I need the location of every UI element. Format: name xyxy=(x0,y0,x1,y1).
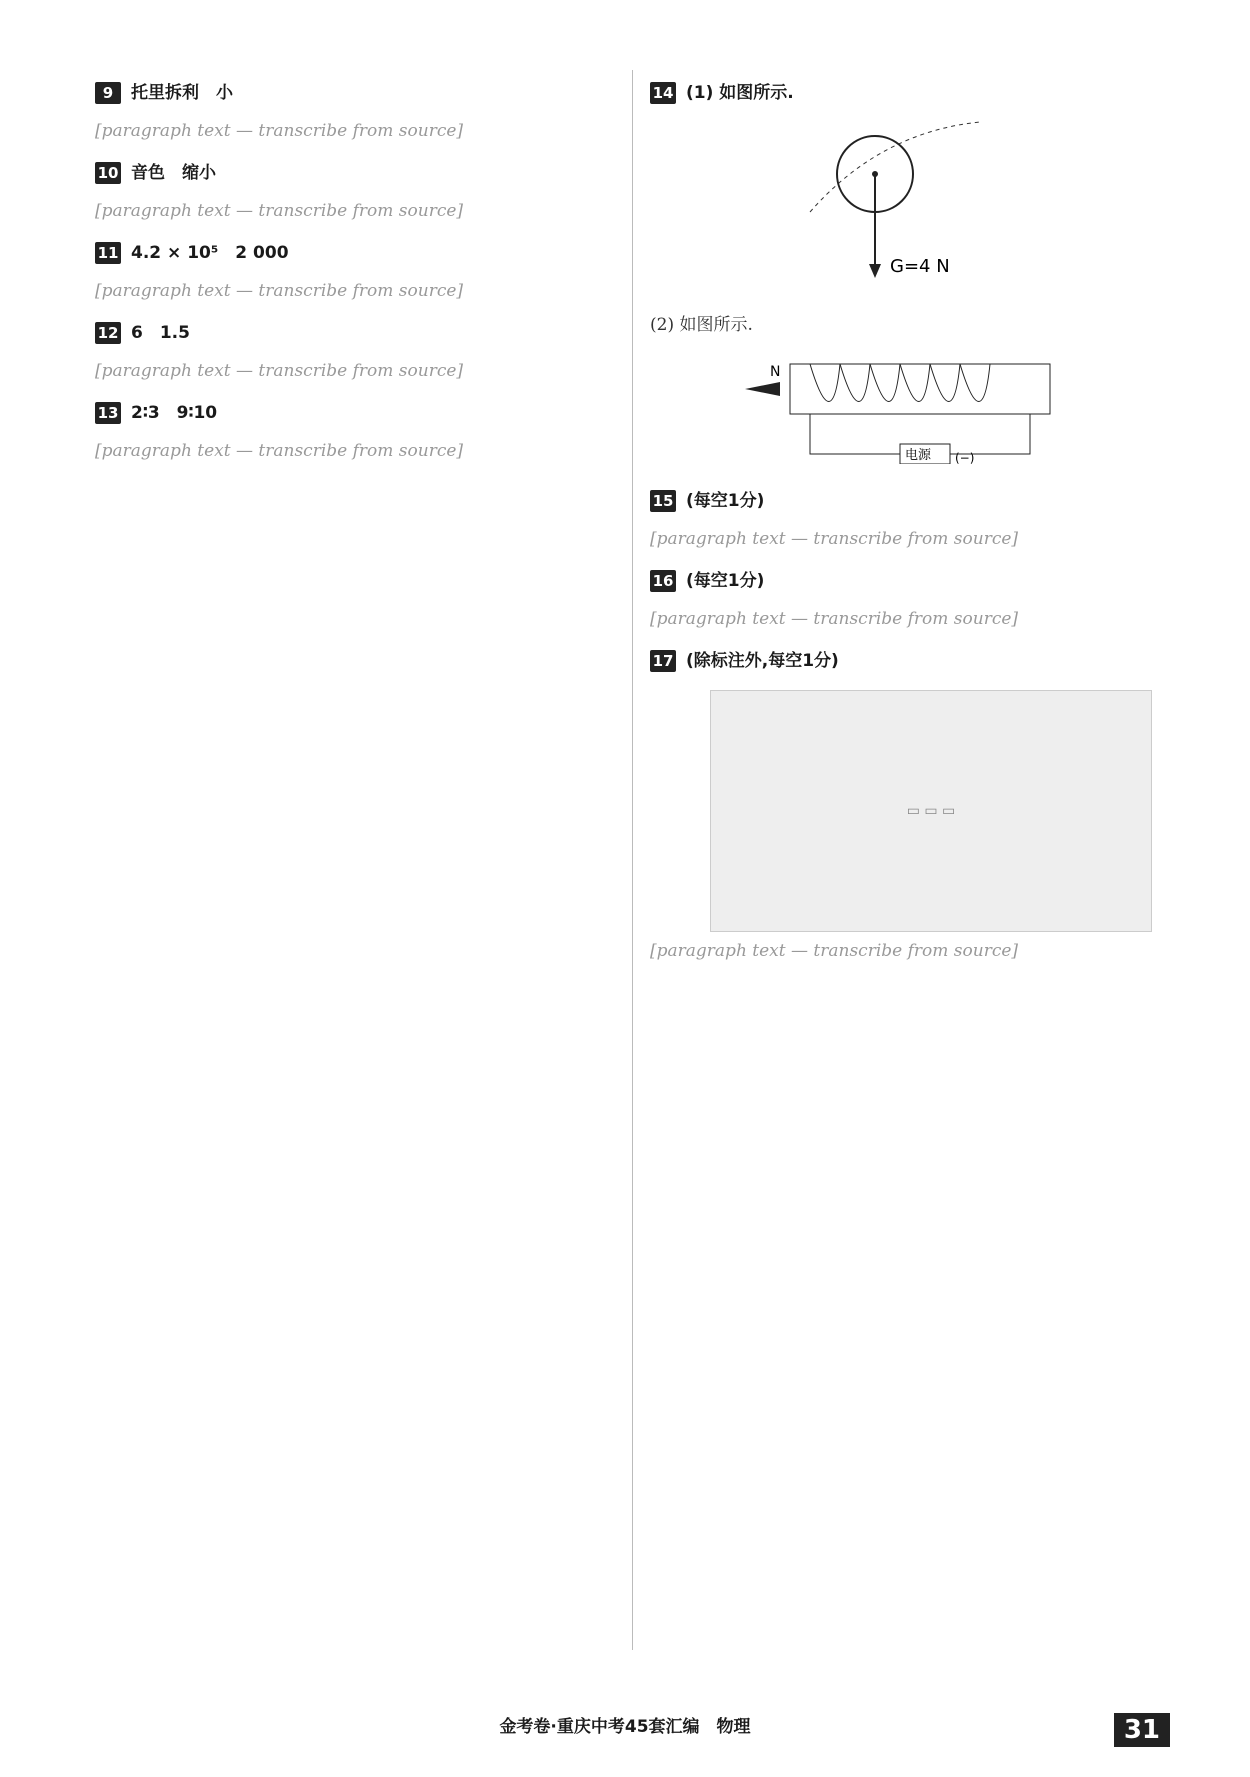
placeholder: [paragraph text — transcribe from source] xyxy=(95,281,464,301)
placeholder: [paragraph text — transcribe from source] xyxy=(95,361,464,381)
circuit-photo: ▭ ▭ ▭ xyxy=(710,690,1152,932)
answer: 4.2 × 10⁵ 2 000 xyxy=(131,243,289,263)
answer: (除标注外,每空1分) xyxy=(686,651,839,671)
compass-needle xyxy=(745,382,780,396)
trajectory-curve xyxy=(810,122,980,212)
solenoid-core xyxy=(790,364,1050,414)
coil-windings xyxy=(810,364,990,402)
question-9 xyxy=(95,74,615,112)
question-number: 15 xyxy=(650,490,676,512)
answer: 音色 缩小 xyxy=(131,163,216,183)
placeholder: [paragraph text — transcribe from source] xyxy=(95,121,464,141)
placeholder: [paragraph text — transcribe from source] xyxy=(650,941,1019,961)
answer: 2∶3 9∶10 xyxy=(131,403,218,423)
source-label: 电源 xyxy=(905,448,932,463)
answer: (每空1分) xyxy=(686,571,765,591)
column-divider xyxy=(632,70,633,1650)
solenoid-diagram xyxy=(650,344,1165,464)
left-column xyxy=(95,70,615,470)
placeholder: [paragraph text — transcribe from source] xyxy=(650,609,1019,629)
placeholder: [paragraph text — transcribe from source] xyxy=(95,441,464,461)
question-11 xyxy=(95,234,615,272)
question-number: 11 xyxy=(95,242,121,264)
wire-right xyxy=(950,414,1030,454)
question-number: 13 xyxy=(95,402,121,424)
question-13 xyxy=(95,394,615,432)
question-number: 9 xyxy=(95,82,121,104)
answer: 托里拆利 小 xyxy=(131,83,233,103)
question-number: 12 xyxy=(95,322,121,344)
question-number: 16 xyxy=(650,570,676,592)
page-number: 31 xyxy=(1114,1713,1170,1747)
question-12 xyxy=(95,314,615,352)
force-label: G=4 N xyxy=(890,256,950,277)
force-diagram xyxy=(650,112,1165,292)
footer-text: 金考卷·重庆中考45套汇编 物理 xyxy=(499,1717,751,1737)
question-14 xyxy=(650,74,1165,112)
answer: (1) 如图所示. xyxy=(686,83,794,103)
placeholder: [paragraph text — transcribe from source] xyxy=(95,201,464,221)
placeholder: [paragraph text — transcribe from source] xyxy=(650,529,1019,549)
arrow-head xyxy=(869,264,881,278)
answer: (每空1分) xyxy=(686,491,765,511)
question-number: 10 xyxy=(95,162,121,184)
question-15 xyxy=(650,482,1165,520)
question-number: 14 xyxy=(650,82,676,104)
diagram2-caption: (2) 如图所示. xyxy=(650,315,753,335)
question-number: 17 xyxy=(650,650,676,672)
pole-label: N xyxy=(770,364,781,380)
answer: 6 1.5 xyxy=(131,323,190,343)
question-17 xyxy=(650,642,1165,680)
question-10 xyxy=(95,154,615,192)
question-16 xyxy=(650,562,1165,600)
minus-label: (−) xyxy=(955,451,975,464)
right-column xyxy=(650,70,1165,970)
wire-left xyxy=(810,414,910,454)
